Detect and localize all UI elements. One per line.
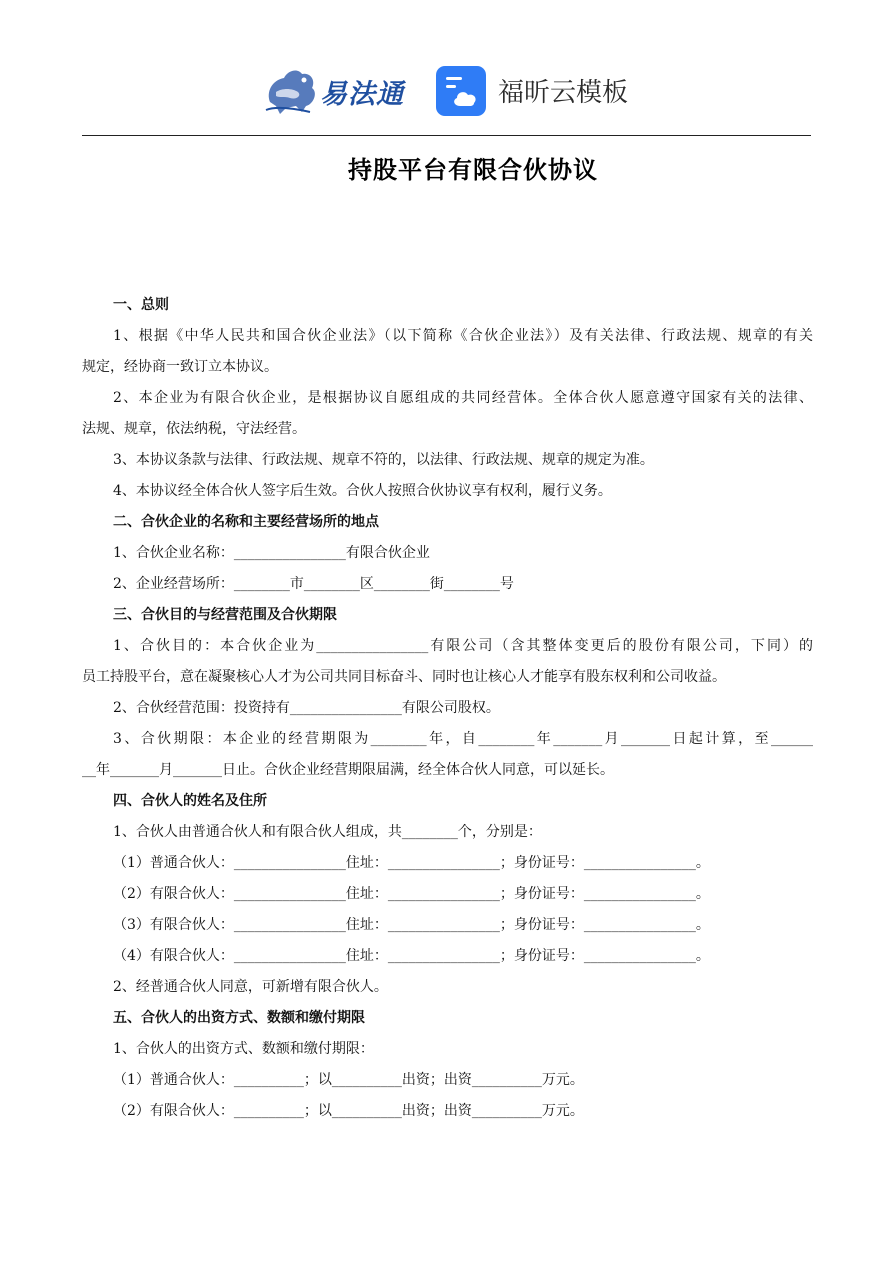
paragraph-line: （2）有限合伙人：__________；以__________出资；出资__________万元。 xyxy=(113,1103,584,1119)
paragraph-line: 1、根据《中华人民共和国合伙企业法》（以下简称《合伙企业法》）及有关法律、行政法规、规章的有关 xyxy=(113,328,813,344)
paragraph-line: 1、合伙企业名称：________________有限合伙企业 xyxy=(113,545,430,561)
paragraph-continuation: 规定，经协商一致订立本协议。 xyxy=(82,359,278,375)
paragraph-continuation: 法规、规章，依法纳税，守法经营。 xyxy=(82,421,306,437)
paragraph-continuation: __年_______月_______日止。合伙企业经营期限届满，经全体合伙人同意，可以延长。 xyxy=(82,762,614,778)
document-body xyxy=(82,290,813,1127)
paragraph-line: 1、合伙人的出资方式、数额和缴付期限： xyxy=(113,1041,374,1057)
paragraph-line: 2、本企业为有限合伙企业，是根据协议自愿组成的共同经营体。全体合伙人愿意遵守国家有关的法律、 xyxy=(113,390,813,406)
paragraph-continuation: 员工持股平台，意在凝聚核心人才为公司共同目标奋斗、同时也让核心人才能享有股东权利和公司收益。 xyxy=(82,669,726,685)
page-header xyxy=(0,58,893,122)
paragraph-line: （2）有限合伙人：________________住址：________________；身份证号：________________。 xyxy=(113,886,710,902)
paragraph-line: （4）有限合伙人：________________住址：________________；身份证号：________________。 xyxy=(113,948,710,964)
paragraph-line: 2、合伙经营范围：投资持有________________有限公司股权。 xyxy=(113,700,500,716)
qilin-emblem-icon xyxy=(262,62,322,118)
yifatong-logo-text: 易法通 xyxy=(320,79,404,110)
paragraph-line: （3）有限合伙人：________________住址：________________；身份证号：________________。 xyxy=(113,917,710,933)
paragraph-line: （1）普通合伙人：__________；以__________出资；出资__________万元。 xyxy=(113,1072,584,1088)
header-divider xyxy=(82,135,811,136)
paragraph-line: 3、本协议条款与法律、行政法规、规章不符的，以法律、行政法规、规章的规定为准。 xyxy=(113,452,654,468)
paragraph-line: 3、合伙期限：本企业的经营期限为________年，自________年_______月_______日起计算，至______ xyxy=(113,731,813,747)
section-heading: 二、合伙企业的名称和主要经营场所的地点 xyxy=(113,514,379,530)
paragraph-line: 2、经普通合伙人同意，可新增有限合伙人。 xyxy=(113,979,388,995)
paragraph-line: 1、合伙人由普通合伙人和有限合伙人组成，共________个，分别是： xyxy=(113,824,542,840)
section-heading: 五、合伙人的出资方式、数额和缴付期限 xyxy=(113,1010,365,1026)
paragraph-line: 4、本协议经全体合伙人签字后生效。合伙人按照合伙协议享有权利，履行义务。 xyxy=(113,483,612,499)
paragraph-line: 1、合伙目的：本合伙企业为________________有限公司（含其整体变更后的股份有限公司，下同）的 xyxy=(113,638,813,654)
foxit-cloud-template-text: 福昕云模板 xyxy=(498,78,629,108)
paragraph-line: 2、企业经营场所：________市________区________街________号 xyxy=(113,576,514,592)
document-title: 持股平台有限合伙协议 xyxy=(348,156,598,184)
section-heading: 四、合伙人的姓名及住所 xyxy=(113,793,267,809)
yifatong-logo xyxy=(262,62,412,118)
paragraph-line: （1）普通合伙人：________________住址：________________；身份证号：________________。 xyxy=(113,855,710,871)
section-heading: 三、合伙目的与经营范围及合伙期限 xyxy=(113,607,337,623)
foxit-cloud-icon xyxy=(436,66,486,116)
section-heading: 一、总则 xyxy=(113,297,169,313)
